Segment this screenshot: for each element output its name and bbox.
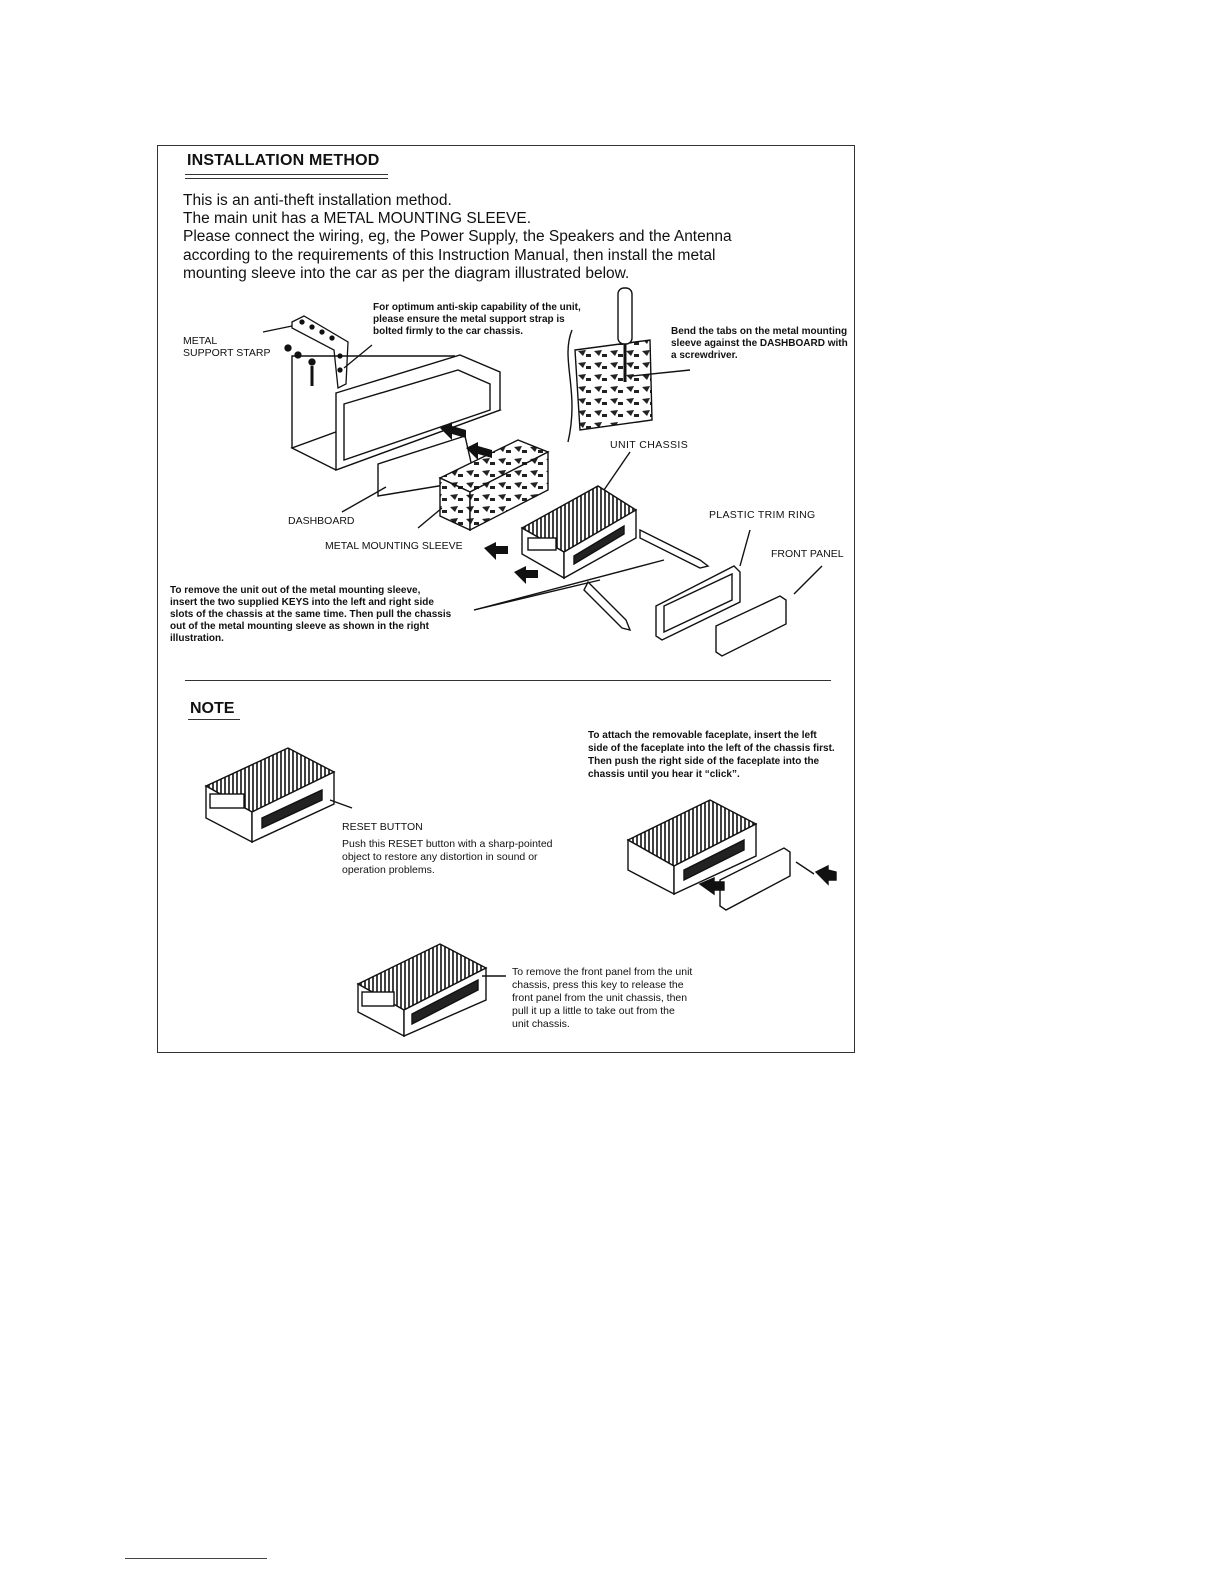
- intro-line-3: Please connect the wiring, eg, the Power Supply, the Speakers and the Antenna: [183, 228, 732, 245]
- remove-unit-text-4: out of the metal mounting sleeve as shown in the right: [170, 621, 429, 632]
- support-strap-label-2: SUPPORT STARP: [183, 347, 271, 359]
- remove-panel-text-3: front panel from the unit chassis, then: [512, 992, 688, 1004]
- attach-text-1: To attach the removable faceplate, insert the left: [588, 730, 817, 741]
- attach-text-4: chassis until you hear it “click”.: [588, 769, 740, 780]
- note-title: NOTE: [190, 700, 235, 717]
- front-panel-label: FRONT PANEL: [771, 548, 844, 560]
- remove-panel-text-2: chassis, press this key to release the: [512, 979, 684, 991]
- metal-sleeve-label: METAL MOUNTING SLEEVE: [325, 540, 463, 552]
- intro-line-4: according to the requirements of this Instruction Manual, then install the metal: [183, 247, 716, 264]
- bend-tabs-text-3: a screwdriver.: [671, 350, 738, 361]
- remove-unit-text-1: To remove the unit out of the metal mounting sleeve,: [170, 585, 421, 596]
- anti-skip-text-3: bolted firmly to the car chassis.: [373, 326, 524, 337]
- reset-unit-drawing: [206, 748, 352, 842]
- support-strap-drawing: [263, 316, 372, 388]
- screwdriver-drawing: [568, 288, 690, 442]
- panel-release-drawing: [358, 944, 506, 1036]
- remove-unit-text-2: insert the two supplied KEYS into the left and right side: [170, 597, 434, 608]
- reset-button-title: RESET BUTTON: [342, 821, 423, 833]
- attach-text-3: Then push the right side of the faceplate into the: [588, 756, 820, 767]
- unit-chassis-label: UNIT CHASSIS: [610, 439, 689, 451]
- support-strap-label-1: METAL: [183, 335, 218, 347]
- intro-line-5: mounting sleeve into the car as per the diagram illustrated below.: [183, 265, 630, 282]
- anti-skip-text-1: For optimum anti-skip capability of the unit,: [373, 302, 581, 313]
- attach-text-2: side of the faceplate into the left of the chassis first.: [588, 743, 835, 754]
- reset-text-1: Push this RESET button with a sharp-pointed: [342, 838, 553, 850]
- remove-panel-text-1: To remove the front panel from the unit: [512, 966, 693, 978]
- bend-tabs-text-2: sleeve against the DASHBOARD with: [671, 338, 848, 349]
- remove-panel-text-5: unit chassis.: [512, 1018, 570, 1030]
- remove-unit-text-3: slots of the chassis at the same time. Then pull the chassis: [170, 609, 452, 620]
- reset-text-2: object to restore any distortion in sound or: [342, 851, 538, 863]
- intro-line-1: This is an anti-theft installation method.: [183, 192, 452, 209]
- bend-tabs-text-1: Bend the tabs on the metal mounting: [671, 326, 848, 337]
- intro-line-2: The main unit has a METAL MOUNTING SLEEVE.: [183, 210, 532, 227]
- remove-unit-text-5: illustration.: [170, 633, 224, 644]
- section-divider: [185, 680, 831, 681]
- anti-skip-text-2: please ensure the metal support strap is: [373, 314, 565, 325]
- trim-ring-label: PLASTIC TRIM RING: [709, 509, 816, 521]
- note-underline: [188, 719, 240, 720]
- reset-text-3: operation problems.: [342, 864, 435, 876]
- remove-panel-text-4: pull it up a little to take out from the: [512, 1005, 675, 1017]
- installation-title: INSTALLATION METHOD: [187, 152, 380, 169]
- faceplate-attach-drawing: [628, 800, 836, 910]
- footnote-rule: [125, 1558, 267, 1559]
- dashboard-label: DASHBOARD: [288, 515, 355, 527]
